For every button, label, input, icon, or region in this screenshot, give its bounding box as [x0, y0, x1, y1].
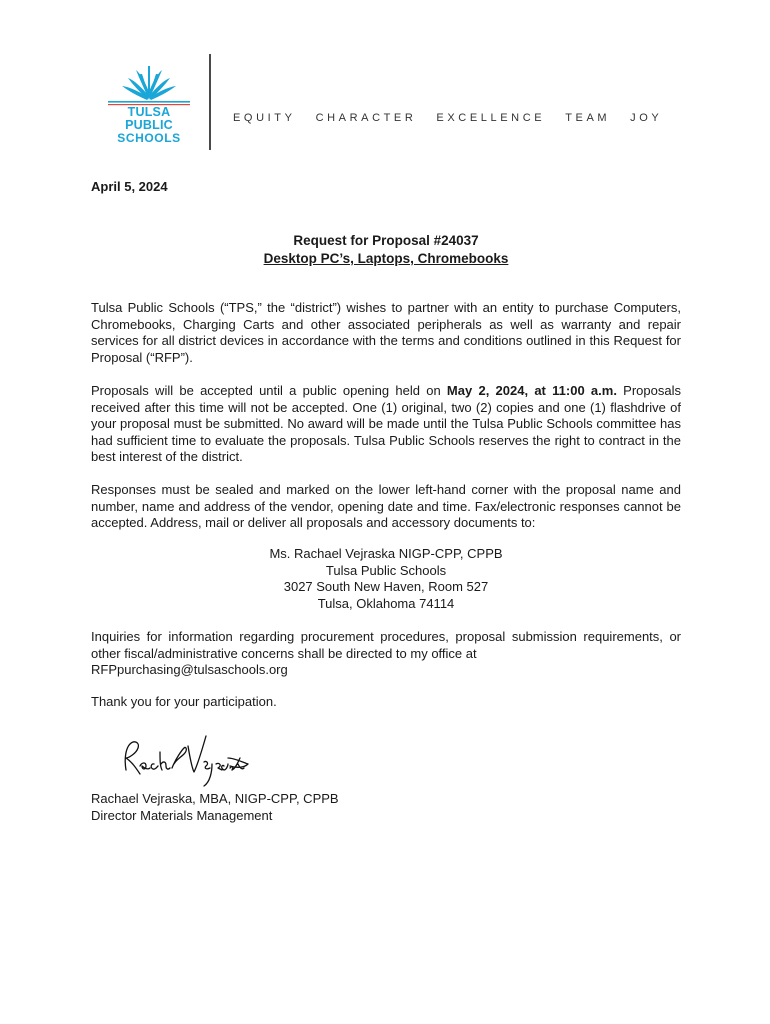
- deadline-date: May 2, 2024, at 11:00 a.m.: [446, 383, 617, 398]
- book-with-pages-icon: [104, 62, 194, 106]
- header-divider: [209, 54, 211, 150]
- values-tagline: [233, 112, 682, 124]
- handwritten-signature: [118, 728, 253, 788]
- address-city: Tulsa, Oklahoma 74114: [317, 595, 455, 611]
- deadline-text-after: Proposals received after this time will not be accepted. One (1) original, two (2) copies and one (1) flashdrive of your proposal must be submitted. No award will be made until the Tulsa Public Schools committee has had sufficient time to evaluate the proposals. Tulsa Public Schools reserves the right to contract in the best interest of the district.: [91, 383, 681, 464]
- closing-thanks: Thank you for your participation.: [91, 694, 277, 709]
- signer-name: Rachael Vejraska, MBA, NIGP-CPP, CPPB: [91, 791, 339, 806]
- value-equity: EQUITY: [233, 112, 296, 124]
- mailing-address: [91, 546, 681, 612]
- paragraph-submission: Responses must be sealed and marked on the lower left-hand corner with the proposal name and number, name and address of the vendor, opening date and time. Fax/electronic responses cannot be accepted. Address, mail or deliver all proposals and accessory documents to:: [91, 482, 681, 530]
- letter-date: April 5, 2024: [91, 179, 168, 194]
- signature-block: [91, 791, 339, 824]
- logo-line-1: TULSA PUBLIC: [125, 105, 173, 132]
- deadline-text-before: Proposals will be accepted until a public opening held on: [91, 383, 447, 398]
- rfp-number: Request for Proposal #24037: [293, 233, 479, 248]
- rfp-subject: Desktop PC’s, Laptops, Chromebooks: [263, 251, 509, 266]
- value-joy: JOY: [630, 112, 663, 124]
- inquiries-text: Inquiries for information regarding procurement procedures, proposal submission requirements, or other fiscal/administrative concerns shall be directed to my office at: [91, 629, 681, 661]
- rfp-title: [91, 232, 681, 268]
- logo-line-2: SCHOOLS: [117, 131, 181, 145]
- signer-title: Director Materials Management: [91, 807, 273, 823]
- value-team: TEAM: [565, 112, 611, 124]
- paragraph-deadline: [91, 383, 681, 466]
- paragraph-inquiries: [91, 629, 681, 679]
- contact-email: RFPpurchasing@tulsaschools.org: [91, 662, 288, 677]
- paragraph-intro: Tulsa Public Schools (“TPS,” the “district”) wishes to partner with an entity to purchase Computers, Chromebooks, Charging Carts and other associated peripherals as well as warranty and repair services for all district devices in accordance with the terms and conditions outlined in this Request for Proposal (“RFP”).: [91, 300, 681, 365]
- address-name: Ms. Rachael Vejraska NIGP-CPP, CPPB: [269, 546, 503, 561]
- address-street: 3027 South New Haven, Room 527: [283, 579, 489, 594]
- tulsa-public-schools-logo: [104, 62, 194, 145]
- address-org: Tulsa Public Schools: [325, 562, 447, 578]
- value-excellence: EXCELLENCE: [436, 112, 546, 124]
- value-character: CHARACTER: [315, 112, 417, 124]
